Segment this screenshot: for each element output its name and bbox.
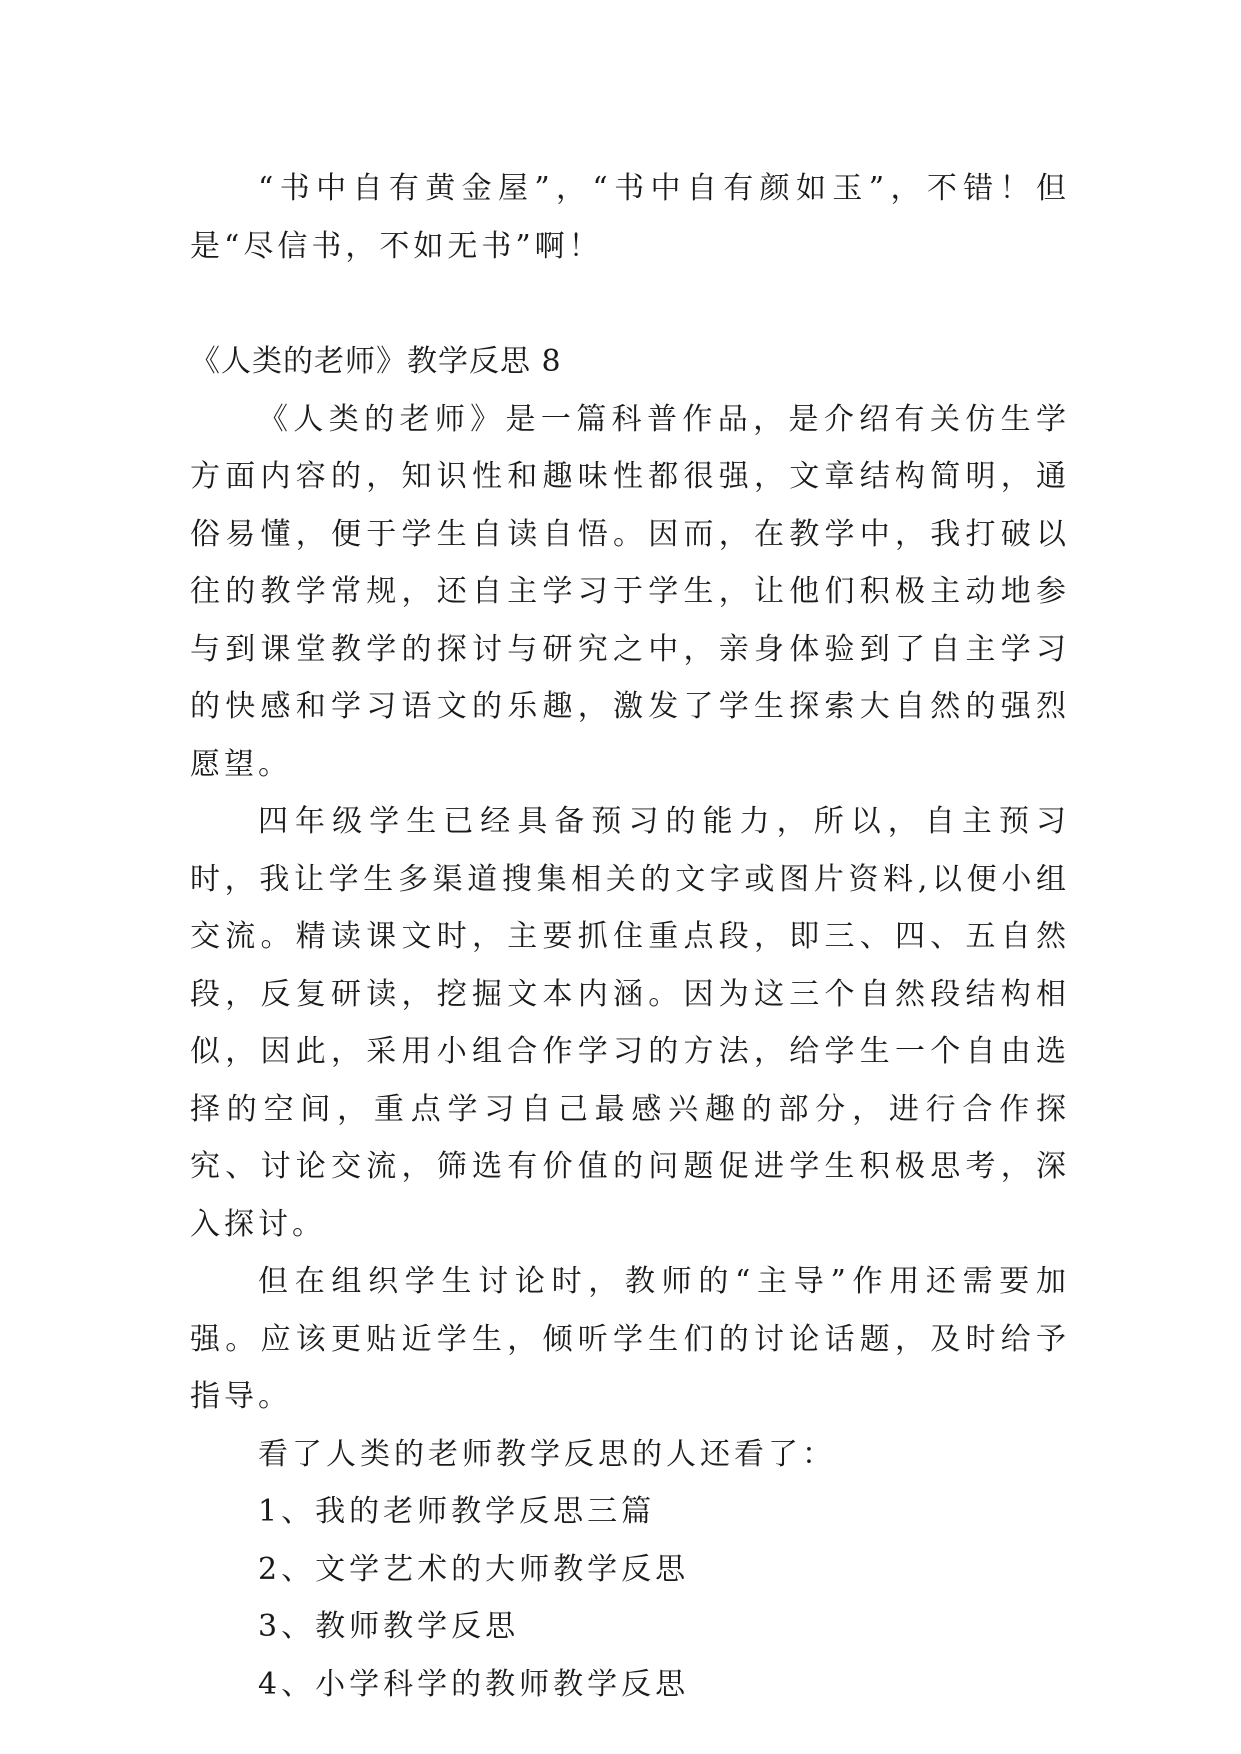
document-page — [190, 160, 1070, 1713]
intro-paragraph: “书中自有黄金屋”，“书中自有颜如玉”，不错！但是“尽信书，不如无书”啊！ — [190, 171, 1070, 264]
section-title: 《人类的老师》教学反思 8 — [190, 344, 562, 379]
body-paragraph-1: 《人类的老师》是一篇科普作品，是介绍有关仿生学方面内容的，知识性和趣味性都很强，文章结构简明，通俗易懂，便于学生自读自悟。因而，在教学中，我打破以往的教学常规，还自主学习于学生，让他们积极主动地参与到课堂教学的探讨与研究之中，亲身体验到了自主学习的快感和学习语文的乐趣，激发了学生探索大自然的强烈愿望。 — [190, 401, 1070, 782]
related-item-3[interactable]: 3、教师教学反思 — [258, 1609, 520, 1644]
related-intro: 看了人类的老师教学反思的人还看了： — [258, 1436, 836, 1472]
related-item-4[interactable]: 4、小学科学的教师教学反思 — [258, 1666, 690, 1702]
related-item-1[interactable]: 1、我的老师教学反思三篇 — [258, 1494, 656, 1529]
body-paragraph-3: 但在组织学生讨论时，教师的“主导”作用还需要加强。应该更贴近学生，倾听学生们的讨论话题，及时给予指导。 — [190, 1264, 1070, 1414]
body-paragraph-2: 四年级学生已经具备预习的能力，所以，自主预习时，我让学生多渠道搜集相关的文字或图片资料,以便小组交流。精读课文时，主要抓住重点段，即三、四、五自然段，反复研读，挖掘文本内涵。因为这三个自然段结构相似，因此，采用小组合作学习的方法，给学生一个自由选择的空间，重点学习自己最感兴趣的部分，进行合作探究、讨论交流，筛选有价值的问题促进学生积极思考，深入探讨。 — [190, 804, 1070, 1242]
related-item-2[interactable]: 2、文学艺术的大师教学反思 — [258, 1551, 690, 1587]
related-list — [190, 1483, 1070, 1713]
